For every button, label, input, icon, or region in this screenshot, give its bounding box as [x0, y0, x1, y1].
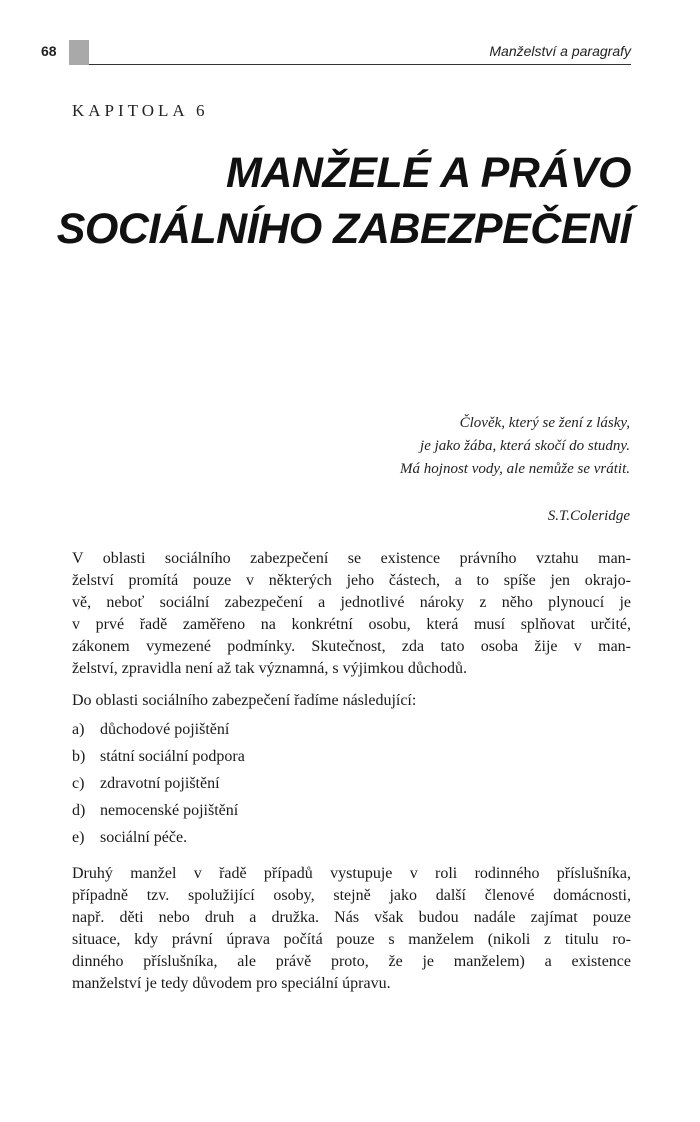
text-line: manželství je tedy důvodem pro speciální úpravu.: [72, 975, 391, 992]
list-item-label: b): [72, 748, 86, 765]
list-item-label: a): [72, 721, 85, 738]
list-item-label: c): [72, 775, 85, 792]
text-line: v prvé řadě zaměřeno na konkrétní osobu, která musí splňovat určité,: [72, 616, 631, 633]
text-line: želství promítá pouze v některých jeho částech, a to spíše jen okrajo-: [72, 572, 631, 589]
text-line: dinného příslušníka, ale právě proto, že je manželem) a existence: [72, 953, 631, 970]
text-line: Do oblasti sociálního zabezpečení řadíme následující:: [72, 692, 417, 709]
page-header: [41, 40, 631, 66]
text-line: případně tzv. spolužijící osoby, stejně jako další členové domácnosti,: [72, 887, 631, 904]
list-item-text: státní sociální podpora: [100, 748, 245, 765]
epigraph: [210, 412, 630, 481]
header-marker: [69, 40, 89, 65]
text-line: V oblasti sociálního zabezpečení se existence právního vztahu man-: [72, 550, 631, 567]
epigraph-line: Člověk, který se žení z lásky,: [459, 415, 630, 431]
epigraph-line: Má hojnost vody, ale nemůže se vrátit.: [400, 461, 630, 477]
list-item: [72, 716, 245, 743]
list-item: [72, 743, 245, 770]
list-item-text: sociální péče.: [100, 829, 188, 846]
text-line: vě, neboť sociální zabezpečení a jednotlivé nároky z něho plynoucí je: [72, 594, 631, 611]
list-item-text: zdravotní pojištění: [100, 775, 220, 792]
chapter-title-line: MANŽELÉ A PRÁVO: [226, 149, 631, 197]
list-item: [72, 797, 245, 824]
paragraph-list-intro: [72, 690, 631, 712]
paragraph-intro: [72, 548, 631, 680]
chapter-title: [31, 145, 631, 257]
text-line: želství, zpravidla není až tak významná, s výjimkou důchodů.: [72, 660, 467, 677]
header-rule: [89, 64, 631, 65]
chapter-label: KAPITOLA 6: [72, 101, 209, 120]
list-item: [72, 824, 245, 851]
epigraph-author: S.T.Coleridge: [547, 508, 630, 524]
epigraph-line: je jako žába, která skočí do studny.: [420, 438, 630, 454]
list-item-label: d): [72, 802, 86, 819]
list-item-text: nemocenské pojištění: [100, 802, 239, 819]
running-title: Manželství a paragrafy: [489, 43, 631, 59]
list-item-label: e): [72, 829, 85, 846]
text-line: zákonem vymezené podmínky. Skutečnost, zda tato osoba žije v man-: [72, 638, 631, 655]
text-line: např. děti nebo druh a družka. Nás však budou nadále zajímat pouze: [72, 909, 631, 926]
list-item-text: důchodové pojištění: [100, 721, 230, 738]
insurance-list: [72, 716, 245, 851]
paragraph-spouse: [72, 863, 631, 995]
list-item: [72, 770, 245, 797]
page-number: 68: [41, 43, 57, 59]
text-line: Druhý manžel v řadě případů vystupuje v roli rodinného příslušníka,: [72, 865, 631, 882]
text-line: situace, kdy právní úprava počítá pouze s manželem (nikoli z titulu ro-: [72, 931, 631, 948]
chapter-title-line: SOCIÁLNÍHO ZABEZPEČENÍ: [56, 205, 631, 253]
